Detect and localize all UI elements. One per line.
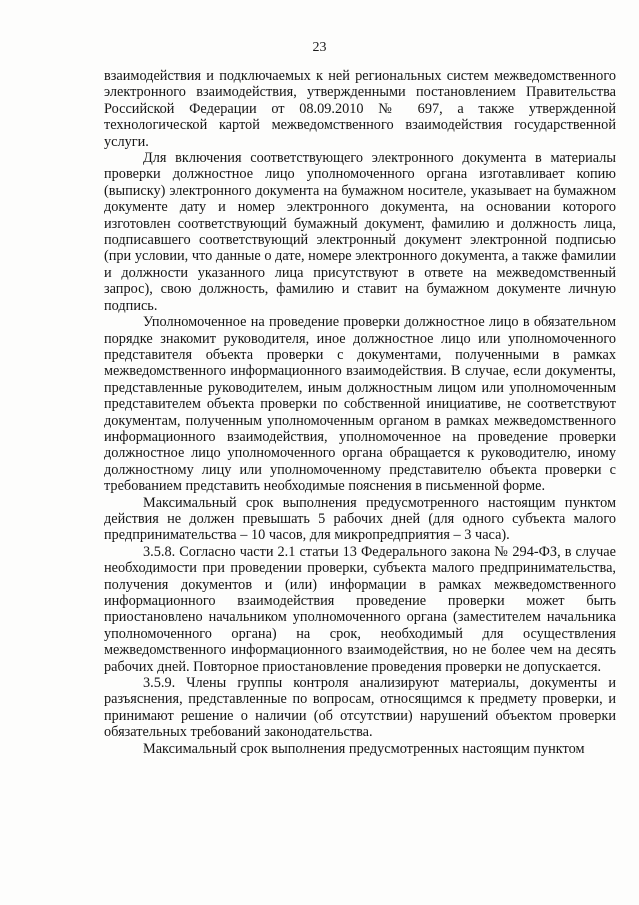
document-body bbox=[104, 68, 616, 757]
paragraph-max-term-2: Максимальный срок выполнения предусмотренных настоящим пунктом bbox=[143, 740, 585, 757]
paragraph-continuation: взаимодействия и подключаемых к ней региональных систем межведомственного электронного взаимодействия, утвержденными постановлением Правительства Российской Федерации от 08.09.2010 № 697, а также утвержденной технологической картой межведомственного взаимодействия государственной услуги. bbox=[104, 68, 616, 150]
paragraph-familiarization: Уполномоченное на проведение проверки должностное лицо в обязательном порядке знакомит руководителя, иное должностное лицо или уполномоченного представителя объекта проверки с документами, полученными в рамках межведомственного информационного взаимодействия. В случае, если документы, представленные руководителем, иным должностным лицом или уполномоченным представителем объекта проверки по собственной инициативе, не соответствуют документам, полученным уполномоченным органом в рамках межведомственного информационного взаимодействия, уполномоченное на проведение проверки должностное лицо уполномоченного органа обращается к руководителю, иному должностному лицу или уполномоченному представителю объекта проверки с требованием представить необходимые пояснения в письменной форме. bbox=[104, 314, 616, 495]
paragraph-max-term-1: Максимальный срок выполнения предусмотренного настоящим пунктом действия не должен превышать 5 рабочих дней (для одного субъекта малого предпринимательства – 10 часов, для микропредприятия – 3 часа). bbox=[104, 494, 616, 544]
paragraph-clause-3-5-9: 3.5.9. Члены группы контроля анализируют материалы, документы и разъяснения, представленные по вопросам, относящимся к предмету проверки, и принимают решение о наличии (об отсутствии) нарушений объектом проверки обязательных требований законодательства. bbox=[104, 675, 616, 741]
paragraph-clause-3-5-8: 3.5.8. Согласно части 2.1 статьи 13 Федерального закона № 294-ФЗ, в случае необходимости при проведении проверки, субъекта малого предпринимательства, получения документов и (или) информации в рамках межведомственного информационного взаимодействия проведение проверки может быть приостановлено начальником уполномоченного органа (заместителем начальника уполномоченного органа) на срок, необходимый для осуществления межведомственного информационного взаимодействия, но не более чем на десять рабочих дней. Повторное приостановление проведения проверки не допускается. bbox=[104, 543, 616, 675]
page-number: 23 bbox=[312, 40, 327, 55]
paragraph-electronic-document-copy: Для включения соответствующего электронного документа в материалы проверки должностное лицо уполномоченного органа изготавливает копию (выписку) электронного документа на бумажном носителе, указывает на бумажном документе дату и номер электронного документа, на основании которого изготовлен соответствующий бумажный документ, фамилию и должность лица, подписавшего соответствующий электронный документ электронной подписью (при условии, что данные о дате, номере электронного документа, а также фамилии и должности указанного лица присутствуют в ответе на межведомственный запрос), свою должность, фамилию и ставит на бумажном документе личную подпись. bbox=[104, 150, 616, 314]
